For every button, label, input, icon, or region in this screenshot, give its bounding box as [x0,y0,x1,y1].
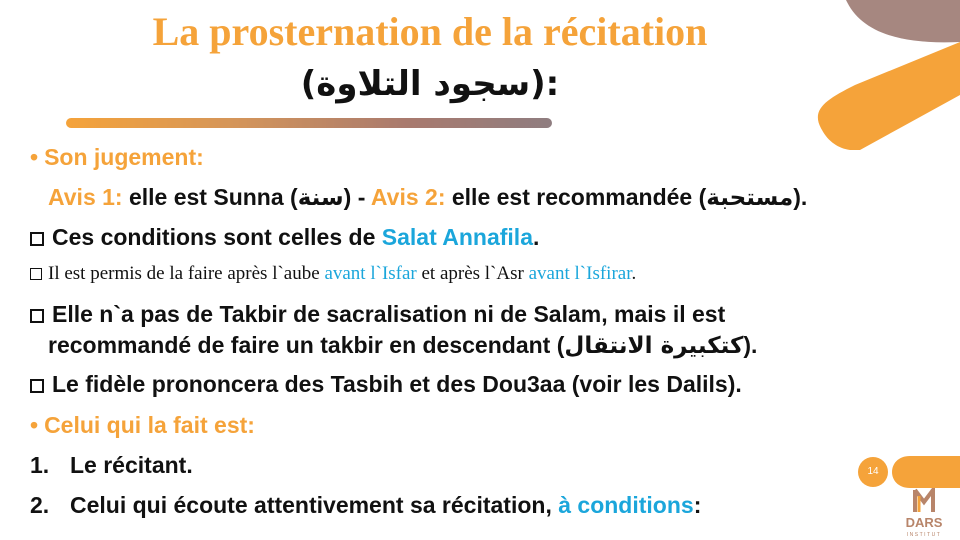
arabic-takbirat-intiqal: كتكبيرة الانتقال [564,333,744,359]
bullet-icon: • [30,144,39,170]
conditions-line: Ces conditions sont celles de Salat Annafila. [30,223,539,251]
title-underline-bar [66,118,552,128]
checkbox-bullet-icon [30,309,44,323]
bullet-icon: • [30,412,39,438]
avis-line: Avis 1: elle est Sunna (سنة) - Avis 2: elle est recommandée (مستحبة). [48,184,808,211]
checkbox-bullet-icon [30,268,42,280]
bottom-right-decoration [890,452,960,492]
avis1-label: Avis 1: [48,184,123,210]
arabic-mustahabba: مستحبة [706,185,794,211]
page-number: 14 [858,457,888,487]
timing-line: Il est permis de la faire après l`aube avant l`Isfar et après l`Asr avant l`Isfirar. [30,262,636,286]
tasbih-line: Le fidèle prononcera des Tasbih et des Dou3aa (voir les Dalils). [30,370,742,398]
logo-subtext: INSTITUT [906,532,942,538]
takbir-line: Elle n`a pas de Takbir de sacralisation ni de Salam, mais il est [30,300,725,328]
isfar-highlight: avant l`Isfar [324,263,417,284]
list-number: 1. [30,452,50,478]
takbir-line-continued: recommandé de faire un takbir en descendant (كتكبيرة الانتقال). [48,332,758,359]
list-item: 1. Le récitant. [30,452,193,478]
section-judgement: • Son jugement: [30,144,204,170]
arabic-title: سجود التلاوة [316,64,531,104]
slide-title: La prosternation de la récitation [152,9,708,54]
slide-subtitle-arabic: (سجود التلاوة): [0,60,860,108]
list-item: 2. Celui qui écoute attentivement sa récitation, à conditions: [30,492,702,518]
section-who: • Celui qui la fait est: [30,412,255,438]
list-number: 2. [30,492,50,518]
dars-logo [893,488,955,538]
logo-text: DARS [905,515,943,530]
checkbox-bullet-icon [30,232,44,246]
avis2-label: Avis 2: [370,184,446,210]
salat-annafila-highlight: Salat Annafila [381,224,533,250]
isfirar-highlight: avant l`Isfirar [528,263,632,284]
arabic-sunna: سنة [297,185,344,211]
conditions-highlight: à conditions [558,492,694,518]
checkbox-bullet-icon [30,379,44,393]
